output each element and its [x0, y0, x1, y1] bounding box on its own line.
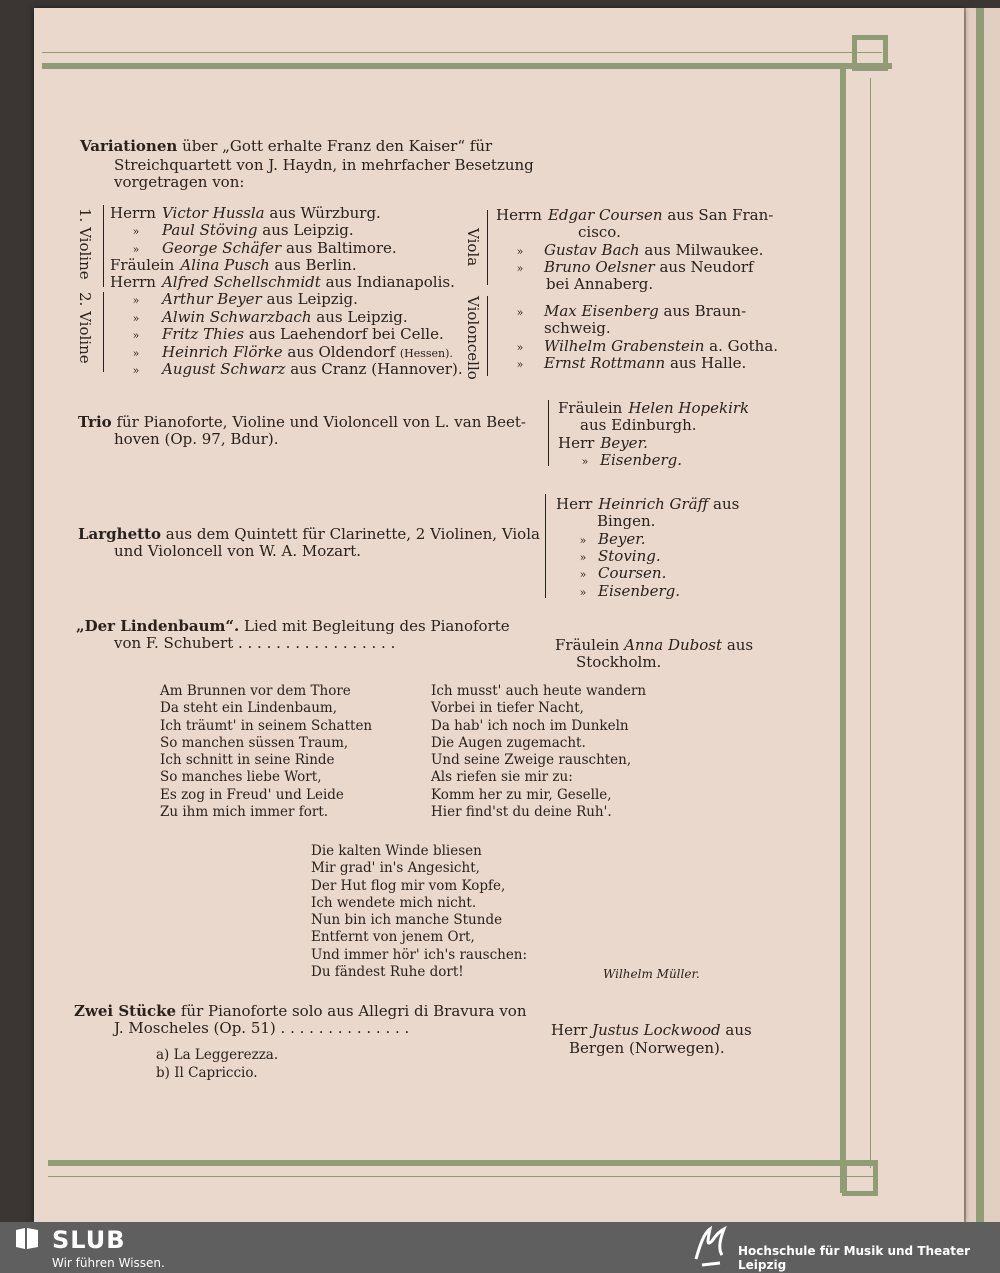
brace-larghetto	[545, 494, 546, 598]
frame-corner-top-right	[852, 35, 888, 71]
variationen-text: über „Gott erhalte Franz den Kaiser“ für	[182, 137, 493, 155]
performer-origin: aus Edinburgh.	[580, 416, 697, 435]
trio-performer	[580, 417, 697, 434]
larghetto-heading: Larghetto	[78, 525, 161, 543]
poem-line: Hier find'st du deine Ruh'.	[431, 804, 612, 821]
frame-corner-bottom-right	[842, 1160, 878, 1196]
performer-origin: aus Neudorf	[659, 257, 754, 276]
trio-performer	[558, 400, 749, 417]
performer-origin: aus San Fran-	[667, 206, 774, 224]
label-violoncello: Violoncello	[464, 296, 482, 380]
performer-name: Eisenberg.	[600, 450, 683, 469]
performer-name: Max Eisenberg	[544, 302, 659, 320]
performer-name: Heinrich Flörke	[162, 342, 283, 361]
violine-1-player	[110, 257, 357, 274]
performer-prefix: »	[581, 454, 589, 468]
performer-prefix: »	[132, 346, 140, 360]
performer-origin: aus Leipzig.	[316, 307, 408, 326]
zwei-stuecke-item-a: a) La Leggerezza.	[156, 1047, 279, 1063]
performer-origin: aus Oldendorf	[287, 342, 396, 361]
poem-line: Die Augen zugemacht.	[431, 734, 586, 751]
poem-line: Komm her zu mir, Geselle,	[431, 786, 612, 803]
zwei-stuecke-line1	[74, 1003, 526, 1020]
frame-right-thin	[870, 78, 871, 1168]
zwei-stuecke-line2: J. Moscheles (Op. 51) . . . . . . . . . . . . . .	[114, 1019, 410, 1037]
performer-origin: aus Würzburg.	[269, 204, 381, 222]
poem-line: Ich schnitt in seine Rinde	[160, 752, 335, 769]
lindenbaum-text: Lied mit Begleitung des Pianoforte	[244, 617, 510, 635]
frame-right	[840, 63, 846, 1193]
larghetto-performer	[597, 513, 655, 530]
performer-name: Coursen.	[598, 564, 667, 583]
performer-origin: aus Cranz (Hannover).	[290, 360, 463, 379]
performer-name: Gustav Bach	[544, 240, 640, 259]
performer-prefix: »	[516, 261, 524, 275]
violine-1-player	[110, 205, 381, 222]
frame-top-thin	[42, 52, 882, 53]
viola-player	[496, 242, 763, 260]
performer-prefix: »	[132, 364, 140, 378]
poem-line: Die kalten Winde bliesen	[311, 843, 482, 859]
larghetto-text: aus dem Quintett für Clarinette, 2 Violinen, Viola	[165, 525, 540, 543]
label-viola: Viola	[464, 228, 482, 267]
poem-stanza-3	[311, 843, 527, 981]
lindenbaum-performer-cont: Stockholm.	[576, 653, 662, 671]
poem-line: So manches liebe Wort,	[160, 769, 322, 786]
violine-2-player	[110, 291, 358, 309]
larghetto-performer	[568, 565, 666, 583]
brace-violine-2	[103, 292, 104, 372]
label-violine-1: 1. Violine	[76, 208, 94, 280]
zwei-stuecke-item-b: b) Il Capriccio.	[156, 1065, 258, 1081]
performer-prefix: Fräulein	[558, 399, 623, 417]
violine-2-player	[110, 344, 453, 362]
performer-name: Arthur Beyer	[162, 290, 262, 308]
brace-violine-1	[103, 205, 104, 287]
performer-prefix: Herrn	[110, 273, 156, 292]
poem-stanza-2	[431, 683, 646, 821]
viola-player	[496, 207, 773, 224]
performer-origin: aus Leipzig.	[262, 221, 354, 240]
poem-line: Es zog in Freud' und Leide	[160, 786, 344, 803]
performer-name: Alwin Schwarzbach	[162, 307, 312, 326]
violine-2-player	[110, 309, 408, 327]
performer-prefix: »	[516, 306, 524, 319]
trio-performer	[570, 452, 682, 470]
violine-1-player	[110, 222, 354, 240]
performer-name: Victor Hussla	[161, 204, 265, 222]
slub-name: SLUB	[52, 1226, 126, 1254]
footer-bar	[0, 1222, 1000, 1273]
zwei-stuecke-heading: Zwei Stücke	[74, 1002, 177, 1020]
larghetto-performer	[568, 548, 661, 566]
viola-player-origin-cont: bei Annaberg.	[546, 275, 654, 294]
performer-name: Wilhelm Grabenstein	[544, 336, 705, 355]
performer-origin: aus Laehendorf bei Celle.	[248, 325, 444, 344]
performer-prefix: Herr	[558, 433, 595, 452]
variationen-line1	[80, 138, 492, 155]
performer-name: August Schwarz	[162, 360, 286, 379]
frame-bottom	[48, 1160, 878, 1166]
violine-2-player	[110, 361, 463, 379]
viola-player	[496, 259, 754, 277]
performer-prefix: Fräulein	[110, 255, 175, 274]
slub-book-icon	[14, 1227, 40, 1251]
performer-name: Heinrich Gräff	[598, 495, 709, 513]
performer-name: Helen Hopekirk	[628, 399, 750, 417]
performer-name: Alina Pusch	[180, 255, 270, 274]
hmt-logo-icon	[692, 1225, 730, 1269]
adjacent-page-edge	[964, 8, 1000, 1222]
trio-line1	[78, 414, 526, 431]
larghetto-performer	[556, 496, 739, 513]
poem-line: Mir grad' in's Angesicht,	[311, 860, 480, 877]
performer-prefix: »	[132, 311, 140, 325]
performer-prefix: »	[132, 225, 140, 239]
performer-prefix: Herrn	[110, 204, 156, 222]
zwei-stuecke-performer: Herr Justus Lockwood aus	[551, 1021, 752, 1039]
violoncello-player	[496, 303, 746, 321]
performer-name: Beyer.	[600, 433, 648, 452]
poem-line: Ich wendete mich nicht.	[311, 894, 477, 911]
poet-credit: Wilhelm Müller.	[603, 967, 700, 981]
performer-name: Fritz Thies	[162, 325, 245, 344]
performer-origin: aus Leipzig.	[266, 290, 358, 308]
violine-1-player	[110, 240, 397, 258]
larghetto-line2: und Violoncell von W. A. Mozart.	[114, 542, 362, 560]
poem-line: Und immer hör' ich's rauschen:	[311, 946, 528, 963]
performer-name: Beyer.	[598, 529, 646, 548]
poem-line: Der Hut flog mir vom Kopfe,	[311, 877, 506, 894]
violine-2-player	[110, 326, 444, 344]
poem-line: Und seine Zweige rauschten,	[431, 752, 632, 769]
trio-heading: Trio	[78, 413, 112, 431]
zwei-stuecke-text: für Pianoforte solo aus Allegri di Bravura von	[180, 1002, 527, 1020]
lindenbaum-line2: von F. Schubert . . . . . . . . . . . . . . . . .	[114, 634, 396, 652]
performer-prefix: »	[579, 568, 587, 582]
larghetto-performer	[568, 531, 646, 549]
performer-prefix: »	[516, 357, 524, 371]
variationen-heading: Variationen	[80, 137, 178, 155]
performer-name: Ernst Rottmann	[544, 353, 666, 372]
hmt-name: Hochschule für Musik und Theater Leipzig	[738, 1244, 971, 1272]
performer-prefix: »	[516, 340, 524, 354]
performer-origin: aus Milwaukee.	[644, 240, 764, 259]
brace-violoncello	[487, 296, 488, 376]
performer-prefix: »	[579, 585, 587, 599]
performer-origin: a. Gotha.	[709, 336, 779, 355]
trio-text: für Pianoforte, Violine und Violoncell von L. van Beet-	[116, 413, 527, 431]
poem-line: Nun bin ich manche Stunde	[311, 912, 503, 929]
performer-prefix: »	[132, 294, 140, 307]
violoncello-player-origin-cont: schweig.	[544, 319, 611, 338]
poem-line: Du fändest Ruhe dort!	[311, 964, 464, 981]
violoncello-player	[496, 355, 746, 373]
larghetto-line1	[78, 526, 540, 543]
performer-origin: aus Berlin.	[274, 255, 357, 274]
lindenbaum-line1	[76, 618, 510, 635]
poem-line: Am Brunnen vor dem Thore	[160, 683, 351, 699]
variationen-line3: vorgetragen von:	[114, 173, 245, 191]
poem-line: So manchen süssen Traum,	[160, 734, 349, 751]
performer-name: Stoving.	[598, 546, 661, 565]
performer-name: Alfred Schellschmidt	[161, 273, 321, 292]
lindenbaum-performer: Fräulein Anna Dubost aus	[555, 636, 754, 654]
performer-prefix: Herr	[556, 495, 593, 513]
frame-top	[42, 63, 892, 69]
performer-prefix: Herrn	[496, 206, 542, 224]
poem-line: Da steht ein Lindenbaum,	[160, 700, 337, 717]
brace-viola	[487, 210, 488, 285]
trio-performer	[558, 435, 648, 452]
poem-line: Entfernt von jenem Ort,	[311, 929, 475, 946]
performer-name: Bruno Oelsner	[544, 257, 655, 276]
performer-origin: Bingen.	[597, 512, 656, 531]
performer-origin: aus	[713, 495, 740, 513]
performer-origin: aus Indianapolis.	[325, 273, 455, 292]
performer-prefix: »	[579, 550, 587, 564]
poem-line: Da hab' ich noch im Dunkeln	[431, 717, 629, 734]
frame-bottom-thin	[48, 1176, 878, 1177]
performer-name: George Schäfer	[162, 238, 282, 257]
poem-line: Vorbei in tiefer Nacht,	[431, 700, 584, 717]
violoncello-player	[496, 338, 778, 356]
performer-prefix: »	[579, 533, 587, 547]
variationen-line2: Streichquartett von J. Haydn, in mehrfacher Besetzung	[114, 156, 534, 174]
performer-prefix: »	[132, 329, 140, 343]
larghetto-performer	[568, 583, 680, 601]
viola-player-origin-cont: cisco.	[578, 223, 621, 242]
poem-line: Ich träumt' in seinem Schatten	[160, 717, 373, 734]
lindenbaum-heading: „Der Lindenbaum“.	[76, 617, 240, 635]
poem-stanza-1	[160, 683, 372, 821]
performer-prefix: »	[132, 242, 140, 256]
performer-origin: aus Halle.	[669, 353, 747, 372]
poem-line: Ich musst' auch heute wandern	[431, 683, 647, 699]
performer-name: Eisenberg.	[598, 581, 681, 600]
performer-origin-detail: (Hessen).	[399, 346, 453, 360]
performer-origin: aus Braun-	[663, 302, 747, 320]
trio-line2: hoven (Op. 97, Bdur).	[114, 430, 279, 448]
brace-trio	[548, 400, 549, 466]
performer-name: Paul Stöving	[162, 221, 258, 240]
performer-prefix: »	[516, 244, 524, 258]
violine-1-player	[110, 274, 455, 291]
label-violine-2: 2. Violine	[76, 292, 94, 364]
poem-line: Als riefen sie mir zu:	[431, 769, 573, 786]
zwei-stuecke-performer-cont: Bergen (Norwegen).	[569, 1039, 725, 1057]
performer-origin: aus Baltimore.	[285, 238, 397, 257]
slub-tagline: Wir führen Wissen.	[52, 1256, 165, 1270]
poem-line: Zu ihm mich immer fort.	[160, 804, 329, 821]
performer-name: Edgar Coursen	[547, 206, 663, 224]
